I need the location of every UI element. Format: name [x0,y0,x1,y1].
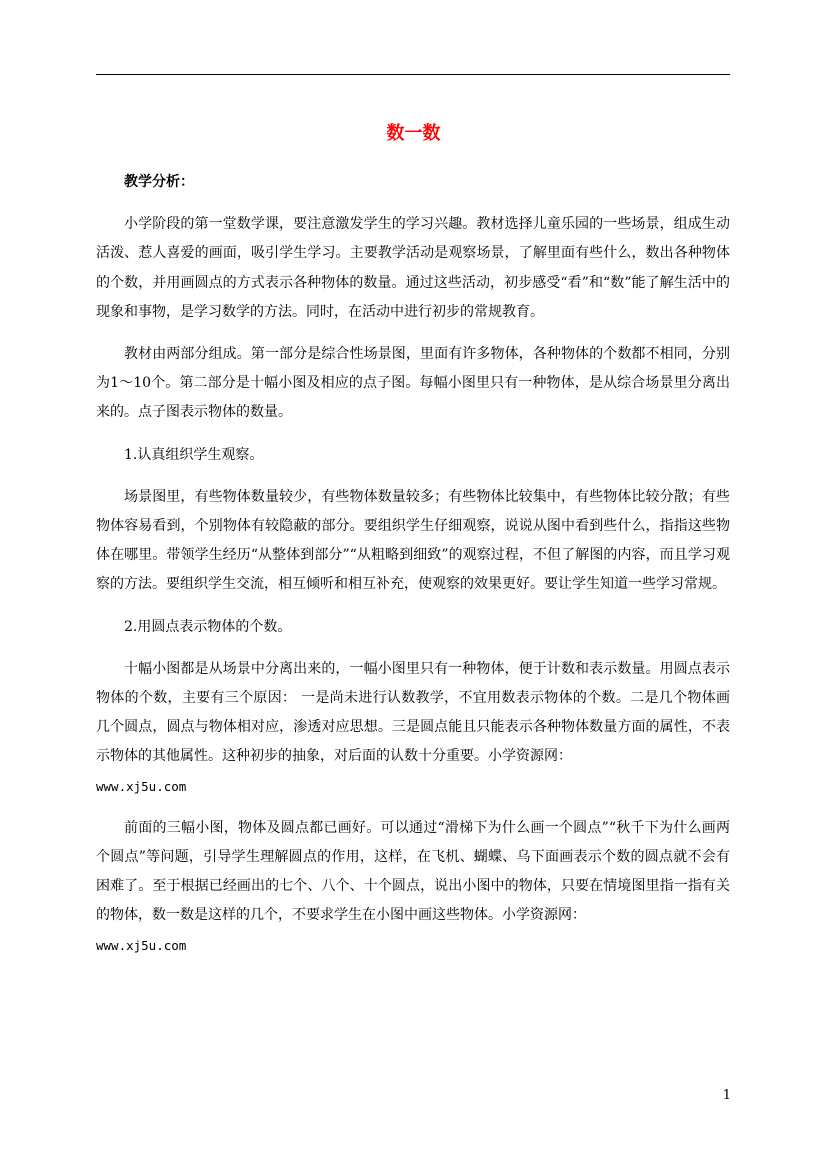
paragraph: 场景图里，有些物体数量较少，有些物体数量较多；有些物体比较集中，有些物体比较分散；有些物体容易看到，个别物体有较隐蔽的部分。要组织学生仔细观察，说说从图中看到些什么，指指这些物体在哪里。带领学生经历“从整体到部分”“从粗略到细致”的观察过程，不但了解图的内容，而且学习观察的方法。要组织学生交流，相互倾听和相互补充，使观察的效果更好。要让学生知道一些学习常规。 [96,488,730,593]
paragraph: 前面的三幅小图，物体及圆点都已画好。可以通过“滑梯下为什么画一个圆点”“秋千下为什么画两个圆点”等问题，引导学生理解圆点的作用，这样，在飞机、蝴蝶、乌下面画表示个数的圆点就不会有困难了。至于根据已经画出的七个、八个、十个圆点，说出小图中的物体，只要在情境图里指一指有关的物体，数一数是这样的几个，不要求学生在小图中画这些物体。小学资源网： [96,819,730,924]
paragraph: 小学阶段的第一堂数学课，要注意激发学生的学习兴趣。教材选择儿童乐园的一些场景，组成生动活泼、惹人喜爱的画面，吸引学生学习。主要教学活动是观察场景，了解里面有些什么，数出各种物体的个数，并用画圆点的方式表示各种物体的数量。通过这些活动，初步感受“看”和“数”能了解生活中的现象和事物，是学习数学的方法。同时，在活动中进行初步的常规教育。 [96,216,730,320]
paragraph: 教材由两部分组成。第一部分是综合性场景图，里面有许多物体，各种物体的个数都不相同，分别为1～10个。第二部分是十幅小图及相应的点子图。每幅小图里只有一种物体，是从综合场景里分离出来的。点子图表示物体的数量。 [96,346,730,421]
section-heading: 教学分析： [124,174,194,190]
paragraph: 十幅小图都是从场景中分离出来的，一幅小图里只有一种物体，便于计数和表示数量。用圆点表示物体的个数，主要有三个原因： 一是尚未进行认数教学，不宜用数表示物体的个数。二是几个物体画几个圆点，圆点与物体相对应，渗透对应思想。三是圆点能且只能表示各种物体数量方面的属性，不表示物体的其他属性。这种初步的抽象，对后面的认数十分重要。小学资源网： [96,660,730,765]
website-url: www.xj5u.com [96,937,187,953]
page-number: 1 [722,1088,731,1103]
document-body [96,168,730,973]
subheading: 2.用圆点表示物体的个数。 [124,618,292,635]
header-rule [96,74,730,75]
website-url: www.xj5u.com [96,778,187,794]
document-title: 数一数 [386,123,441,144]
subheading: 1.认真组织学生观察。 [124,446,264,463]
